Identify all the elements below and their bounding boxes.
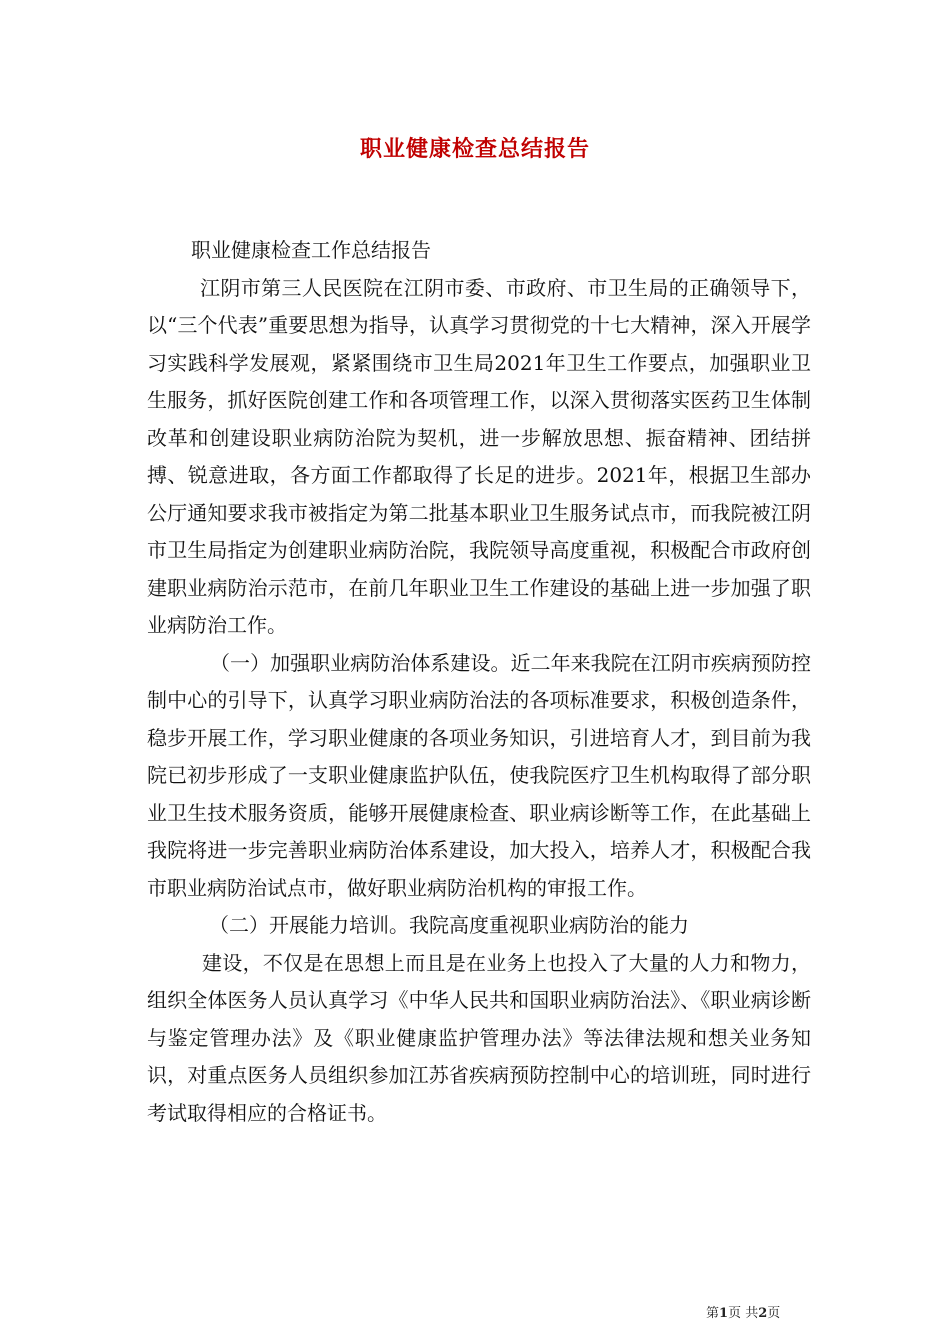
paragraph-intro: 江阴市第三人民医院在江阴市委、市政府、市卫生局的正确领导下，以“三个代表”重要思想为指导，认真学习贯彻党的十七大精神，深入开展学习实践科学发展观，紧紧围绕市卫生局2021年卫生工作要点，加强职业卫生服务，抓好医院创建工作和各项管理工作，以深入贯彻落实医药卫生体制改革和创建设职业病防治院为契机，进一步解放思想、振奋精神、团结拼搏、锐意进取，各方面工作都取得了长足的进步。2021年，根据卫生部办公厅通知要求我市被指定为第二批基本职业卫生服务试点市，而我院被江阴市卫生局指定为创建职业病防治院，我院领导高度重视，积极配合市政府创建职业病防治示范市，在前几年职业卫生工作建设的基础上进一步加强了职业病防治工作。 xyxy=(147,275,811,637)
footer-current-page: 1 xyxy=(719,1306,729,1321)
document-body xyxy=(147,232,811,1132)
document-title: 职业健康检查总结报告 xyxy=(359,136,590,162)
footer-suffix: 页 xyxy=(767,1306,781,1321)
footer-total-pages: 2 xyxy=(758,1306,768,1321)
document-subtitle: 职业健康检查工作总结报告 xyxy=(191,238,431,262)
paragraph-section-one: （一）加强职业病防治体系建设。近二年来我院在江阴市疾病预防控制中心的引导下，认真学习职业病防治法的各项标准要求，积极创造条件，稳步开展工作，学习职业健康的各项业务知识，引进培育人才，到目前为我院已初步形成了一支职业健康监护队伍，使我院医疗卫生机构取得了部分职业卫生技术服务资质，能够开展健康检查、职业病诊断等工作，在此基础上我院将进一步完善职业病防治体系建设，加大投入，培养人才，积极配合我市职业病防治试点市，做好职业病防治机构的审报工作。 xyxy=(147,650,811,900)
footer-prefix: 第 xyxy=(706,1306,720,1321)
footer-middle: 页 共 xyxy=(728,1306,759,1321)
paragraph-section-two-body: 建设，不仅是在思想上而且是在业务上也投入了大量的人力和物力，组织全体医务人员认真学习《中华人民共和国职业病防治法》、《职业病诊断与鉴定管理办法》及《职业健康监护管理办法》等法律法规和想关业务知识，对重点医务人员组织参加江苏省疾病预防控制中心的培训班，同时进行考试取得相应的合格证书。 xyxy=(147,950,811,1125)
page-number-footer xyxy=(706,1305,780,1323)
paragraph-section-two-heading: （二）开展能力培训。我院高度重视职业病防治的能力 xyxy=(209,913,689,937)
